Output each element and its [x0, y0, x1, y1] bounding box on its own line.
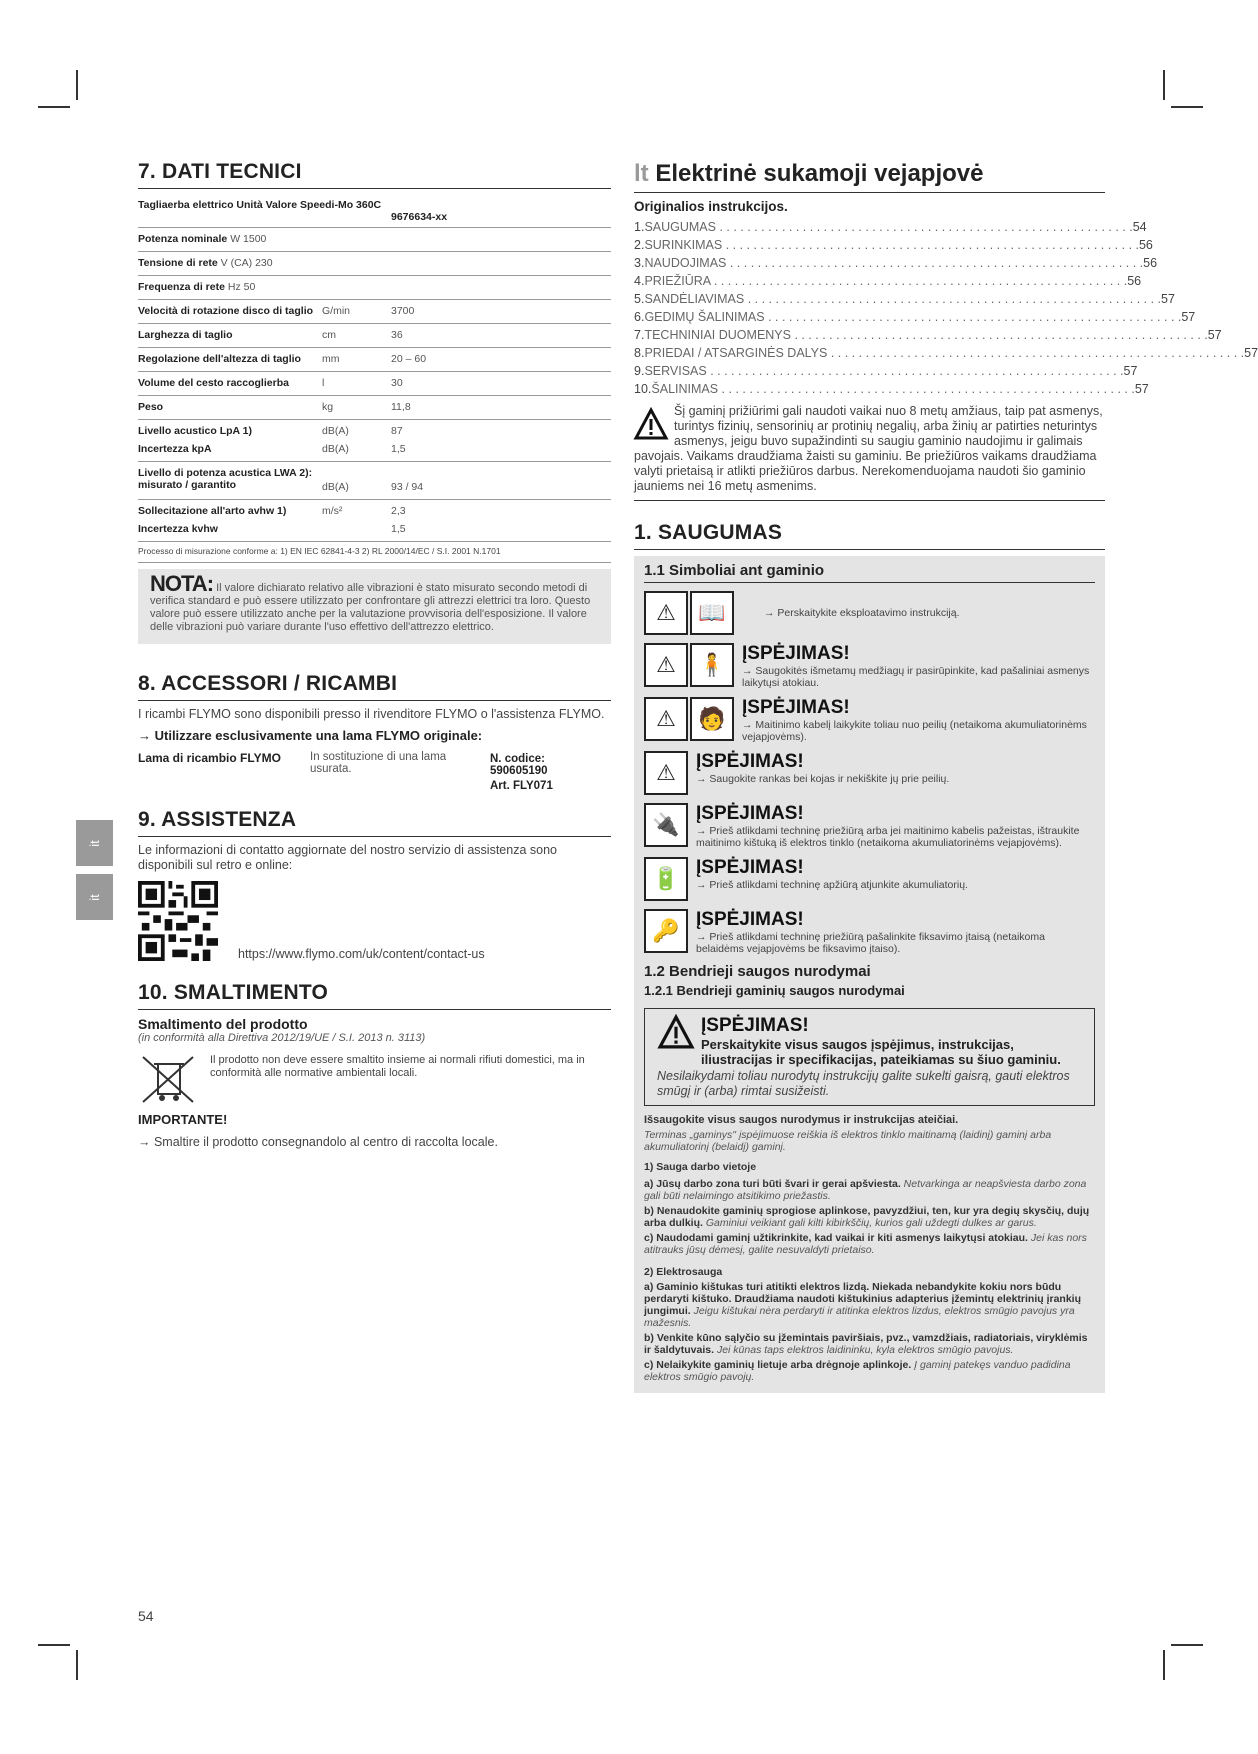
rule-bold: a) Jūsų darbo zona turi būti švari ir gerai apšviesta. [644, 1178, 901, 1190]
spec-label: Incertezza kvhw [138, 523, 218, 535]
spec-label: Sollecitazione all'arto avhw 1) [138, 505, 287, 517]
rule-bold: c) Naudodami gaminį užtikrinkite, kad vaikai ir kiti asmenys laikytųsi atokiau. [644, 1232, 1028, 1244]
spec-value: 36 [391, 329, 403, 341]
spec-label: misurato / garantito [138, 479, 237, 491]
warning-text: → Prieš atlikdami techninę priežiūrą arba jei maitinimo kabelis pažeistas, ištraukite maitinimo kištuką iš elektros tinklo (netaikoma akumuliatorinėms vejapjovėms). [696, 825, 1080, 849]
spec-label: Livello di potenza acustica LWA 2): [138, 467, 313, 479]
toc-number: 1. [634, 220, 645, 234]
spec-unit: mm [322, 353, 340, 365]
spec-unit: G/min [322, 305, 351, 317]
warning-icon: ⚠ [644, 591, 688, 635]
rule-bold: b) Nenaudokite gaminių sprogiose aplinkose, pavyzdžiui, ten, kur yra degių skysčių, dujų arba dulkių. [644, 1205, 1090, 1229]
part-name: Lama di ricambio FLYMO [138, 751, 281, 765]
spec-value: 2,3 [391, 505, 406, 517]
spec-unit: dB(A) [322, 443, 349, 455]
spec-unit: l [322, 377, 325, 389]
toc-number: 6. [634, 310, 645, 324]
part-code-number: 590605190 [490, 765, 548, 777]
spec-label: Larghezza di taglio [138, 329, 233, 341]
warning-text: → Saugokite rankas bei kojas ir nekiškite jų prie peilių. [696, 773, 950, 785]
warning-row [644, 803, 1095, 849]
spec-value: 11,8 [391, 401, 411, 413]
language-tab-label: it [87, 893, 102, 901]
spec-footnote: Processo di misurazione conforme a: 1) EN IEC 62841-4-3 2) RL 2000/14/EC / S.I. 2001 N.1701 [138, 542, 611, 563]
rule-item [644, 1359, 1095, 1383]
subsection-title: 1.2 Bendrieji saugos nurodymai [644, 963, 871, 980]
spec-row [138, 324, 611, 348]
crop-mark [1171, 1644, 1203, 1646]
warning-text: → Saugokitės išmetamų medžiagų ir pasirūpinkite, kad pašaliniai asmenys laikytųsi atokiau. [742, 665, 1090, 689]
toc-title: SANDĖLIAVIMAS . . . . . . . . . . . . . . . . . . . . . . . . . . . . . . . . . . . . . . . . . . . . . . . . . . . . . . . . . . . . [644, 292, 1161, 306]
toc-item[interactable] [634, 326, 1222, 344]
toc-title: TECHNINIAI DUOMENYS . . . . . . . . . . . . . . . . . . . . . . . . . . . . . . . . . . . . . . . . . . . . . . . . . . . . . . . . . . . . [644, 328, 1208, 342]
section-title: 1. SAUGUMAS [634, 521, 1105, 550]
spec-row [138, 500, 611, 542]
toc-item[interactable] [634, 290, 1175, 308]
toc-title: SURINKIMAS . . . . . . . . . . . . . . . . . . . . . . . . . . . . . . . . . . . . . . . . . . . . . . . . . . . . . . . . . . . . [644, 238, 1139, 252]
spec-value: 3700 [391, 305, 415, 317]
part-code-label: N. codice: [490, 753, 545, 765]
right-column [634, 160, 1258, 1393]
symbol-text: → Perskaitykite eksploatavimo instrukciją. [764, 607, 960, 619]
toc-number: 9. [634, 364, 645, 378]
warning-icon: ⚠ [644, 643, 688, 687]
note-box [138, 569, 611, 644]
toc-title: PRIEDAI / ATSARGINĖS DALYS . . . . . . . . . . . . . . . . . . . . . . . . . . . . . . . . . . . . . . . . . . . . . . . . . . . . . . . . . . . . [644, 346, 1245, 360]
language-tab [76, 874, 113, 920]
toc-title: NAUDOJIMAS . . . . . . . . . . . . . . . . . . . . . . . . . . . . . . . . . . . . . . . . . . . . . . . . . . . . . . . . . . . . [644, 256, 1144, 270]
bystander-icon: 🧍 [690, 643, 734, 687]
battery-icon: 🔋 [644, 857, 688, 901]
spec-value: 93 / 94 [391, 481, 424, 493]
rule-italic: Netvarkinga ar neapšviesta darbo zona gali būti nelaimingo atsitikimo priežastis. [644, 1178, 1087, 1202]
table-of-contents [634, 218, 1258, 398]
toc-item[interactable] [634, 218, 1147, 236]
keep-instructions: Išsaugokite visus saugos nurodymus ir instrukcijas ateičiai. [644, 1114, 959, 1126]
symbol-row [644, 591, 1095, 635]
crop-mark [1171, 106, 1203, 108]
page-title [634, 160, 1105, 193]
language-code: lt [634, 160, 649, 187]
note-label: NOTA: [150, 571, 214, 596]
spec-label: Volume del cesto raccoglierba [138, 377, 289, 389]
crop-mark [1163, 1650, 1165, 1680]
rule-item [644, 1205, 1095, 1229]
rule-italic: Jei kas nors atitrauks jūsų dėmesį, galite nesuvaldyti prietaiso. [644, 1232, 1087, 1256]
language-tab [76, 820, 113, 866]
directive-note: (in conformità alla Direttiva 2012/19/UE / S.I. 2013 n. 3113) [138, 1032, 426, 1044]
toc-number: 5. [634, 292, 645, 306]
warning-text: → Maitinimo kabelį laikykite toliau nuo peilių (netaikoma akumuliatorinėms vejapjovėms). [742, 719, 1087, 743]
spec-label: Incertezza kpA [138, 443, 212, 455]
warning-heading: ĮSPĖJIMAS! [742, 697, 850, 718]
warning-triangle-icon [634, 408, 668, 440]
toc-item[interactable] [634, 308, 1196, 326]
toc-item[interactable] [634, 254, 1158, 272]
warning-heading: ĮSPĖJIMAS! [742, 643, 850, 664]
instruction-line: → Utilizzare esclusivamente una lama FLYMO originale: [138, 728, 483, 743]
crop-mark [76, 70, 78, 100]
plug-icon: 🔌 [644, 803, 688, 847]
warning-row [644, 697, 1095, 743]
spec-value: 87 [391, 425, 403, 437]
section-title: 7. DATI TECNICI [138, 160, 611, 189]
spec-label: Potenza nominale W 1500 [138, 233, 267, 245]
rule-item [644, 1332, 1095, 1356]
key-icon: 🔑 [644, 909, 688, 953]
warning-icon: ⚠ [644, 697, 688, 741]
toc-page: 57 [1181, 310, 1196, 324]
toc-number: 10. [634, 382, 652, 396]
toc-number: 8. [634, 346, 645, 360]
spec-table [138, 228, 611, 420]
spec-row [138, 252, 611, 276]
section-title: 10. SMALTIMENTO [138, 981, 611, 1010]
part-code [490, 751, 553, 792]
spec-label: Velocità di rotazione disco di taglio [138, 305, 314, 317]
spec-row [138, 372, 611, 396]
crop-mark [76, 1650, 78, 1680]
spec-row [138, 396, 611, 420]
parts-row [138, 751, 611, 792]
page-number: 54 [138, 1608, 154, 1624]
section-title: 8. ACCESSORI / RICAMBI [138, 672, 611, 701]
warning-text: → Prieš atlikdami techninę priežiūrą pašalinkite fiksavimo įtaisą (netaikoma belaidėms vejapjovėms be fiksavimo įtaiso). [696, 931, 1045, 955]
blade-warning-icon: ⚠ [644, 751, 688, 795]
spec-unit: dB(A) [322, 481, 349, 493]
term-note: Terminas „gaminys" įspėjimuose reiškia iš elektros tinklo maitinamą (laidinį) gaminį arba akumuliatorinį (belaidį) gaminį. [644, 1129, 1052, 1153]
toc-page: 56 [1138, 238, 1153, 252]
crop-mark [38, 106, 70, 108]
warning-heading: ĮSPĖJIMAS! [696, 803, 804, 824]
spec-row [138, 228, 611, 252]
warning-heading: ĮSPĖJIMAS! [701, 1015, 809, 1036]
warning-row [644, 909, 1095, 955]
warning-row [644, 857, 1095, 901]
spec-label: Tensione di rete V (CA) 230 [138, 257, 273, 269]
toc-title: ŠALINIMAS . . . . . . . . . . . . . . . . . . . . . . . . . . . . . . . . . . . . . . . . . . . . . . . . . . . . . . . . . . . . [651, 382, 1135, 396]
warning-row [644, 751, 1095, 795]
spec-row [138, 300, 611, 324]
section-text: I ricambi FLYMO sono disponibili presso il rivenditore FLYMO o l'assistenza FLYMO. [138, 707, 605, 721]
toc-item[interactable] [634, 362, 1138, 380]
spec-label: Peso [138, 401, 164, 413]
warning-heading: ĮSPĖJIMAS! [696, 857, 804, 878]
child-warning-text: Šį gaminį prižiūrimi gali naudoti vaikai nuo 8 metų amžiaus, taip pat asmenys, turintys fizinių, sensorinių ar protinių negalių, arba žinių ar patirties neturintys asmenys, jeigu buvo supažindinti su saugiu gaminio naudojimu ir galimais pavojais. Vaikams draudžiama žaisti su gaminiu. Be priežiūros vaikams draudžiama valyti prietaisą ir atlikti priežiūros darbus. Nerekomenduojama naudoti šio gaminio jauniems nei 16 metų asmenims. [634, 404, 1103, 493]
subsection-title: Smaltimento del prodotto [138, 1016, 308, 1032]
rule-item [644, 1178, 1095, 1202]
spec-header-label: Tagliaerba elettrico Unità Valore Speedi-Mo 360C [138, 199, 382, 211]
toc-page: 57 [1207, 328, 1222, 342]
toc-page: 56 [1127, 274, 1142, 288]
spec-unit: cm [322, 329, 336, 341]
toc-title: GEDIMŲ ŠALINIMAS . . . . . . . . . . . . . . . . . . . . . . . . . . . . . . . . . . . . . . . . . . . . . . . . . . . . . . . . . . . . [644, 310, 1182, 324]
crop-mark [1163, 70, 1165, 100]
toc-item[interactable] [634, 344, 1258, 362]
toc-page: 57 [1123, 364, 1138, 378]
subsection-title: 1.1 Simboliai ant gaminio [644, 562, 1095, 583]
spec-row [138, 462, 611, 500]
spec-value: 20 – 60 [391, 353, 427, 365]
toc-item[interactable] [634, 380, 1149, 398]
warning-list [644, 643, 1095, 955]
title-text: Elektrinė sukamoji vejapjovė [655, 160, 984, 187]
part-article: Art. FLY071 [490, 780, 553, 792]
warning-triangle-icon [657, 1015, 695, 1049]
toc-page: 57 [1134, 382, 1149, 396]
toc-item[interactable] [634, 236, 1153, 254]
warning-row [644, 643, 1095, 689]
section-text: Le informazioni di contatto aggiornate del nostro servizio di assistenza sono disponibili sul retro e online: [138, 843, 557, 872]
rule-bold: b) Venkite kūno sąlyčio su įžemintais paviršiais, pvz., vamzdžiais, radiatoriais, viryklėmis ir šaldytuvais. [644, 1332, 1088, 1356]
toc-number: 4. [634, 274, 645, 288]
spec-value: 1,5 [391, 523, 406, 535]
spec-label: Frequenza di rete Hz 50 [138, 281, 256, 293]
toc-number: 3. [634, 256, 645, 270]
support-url[interactable]: https://www.flymo.com/uk/content/contact-us [238, 947, 485, 961]
spec-unit: m/s² [322, 505, 343, 517]
rule-item [644, 1232, 1095, 1256]
rule-heading: 2) Elektrosauga [644, 1266, 723, 1278]
spec-label: Livello acustico LpA 1) [138, 425, 252, 437]
rule-italic: Jeigu kištukai nėra perdaryti ir atitinka elektros lizdus, elektros smūgio pavojus yra mažesnis. [644, 1305, 1075, 1329]
toc-number: 2. [634, 238, 645, 252]
spec-row [138, 348, 611, 372]
spec-row [138, 420, 611, 462]
spec-unit: dB(A) [322, 425, 349, 437]
section-title: 9. ASSISTENZA [138, 808, 611, 837]
subsection-title: 1.2.1 Bendrieji gaminių saugos nurodymai [644, 983, 905, 998]
qr-code-icon[interactable] [138, 881, 218, 961]
rule-item [644, 1281, 1095, 1329]
crossed-bin-icon [138, 1054, 198, 1106]
cable-icon: 🧑 [690, 697, 734, 741]
toc-page: 57 [1244, 346, 1258, 360]
toc-page: 57 [1161, 292, 1175, 306]
general-warning-box [644, 1008, 1095, 1106]
rule-heading: 1) Sauga darbo vietoje [644, 1161, 757, 1173]
rule-italic: Gaminiui veikiant gali kilti kibirkščių, kurios gali uždegti dulkes ar garus. [705, 1217, 1037, 1229]
rule-bold: a) Gaminio kištukas turi atitikti elektros lizdą. Niekada nebandykite kokiu nors būdu perdaryti kištuko. Draudžiama naudoti kištukinius adapterius įžemintų elektrinių įrankių jungimui. [644, 1281, 1082, 1317]
rule-italic: Jei kūnas taps elektros laidininku, kyla elektros smūgio pavojus. [716, 1344, 1014, 1356]
rule-bold: c) Nelaikykite gaminių lietuje arba drėgnoje aplinkoje. [644, 1359, 912, 1371]
part-description: In sostituzione di una lama usurata. [310, 751, 447, 775]
subtitle: Originalios instrukcijos. [634, 199, 788, 214]
important-text: → Smaltire il prodotto consegnandolo al centro di raccolta locale. [138, 1135, 498, 1149]
left-column [138, 160, 611, 1150]
crop-mark [38, 1644, 70, 1646]
spec-value: 1,5 [391, 443, 406, 455]
toc-page: 56 [1143, 256, 1158, 270]
important-label: IMPORTANTE! [138, 1112, 228, 1127]
warning-heading: ĮSPĖJIMAS! [696, 751, 804, 772]
toc-title: SAUGUMAS . . . . . . . . . . . . . . . . . . . . . . . . . . . . . . . . . . . . . . . . . . . . . . . . . . . . . . . . . . . . [644, 220, 1133, 234]
toc-number: 7. [634, 328, 645, 342]
warning-heading: ĮSPĖJIMAS! [696, 909, 804, 930]
manual-icon: 📖 [690, 591, 734, 635]
warning-italic-text: Nesilaikydami toliau nurodytų instrukcijų galite sukelti gaisrą, gauti elektros smūgį ir (arba) rimtai susižeisti. [657, 1069, 1070, 1098]
disposal-text: Il prodotto non deve essere smaltito insieme ai normali rifiuti domestici, ma in conformità alle normative ambientali locali. [210, 1054, 585, 1079]
note-text: Il valore dichiarato relativo alle vibrazioni è stato misurato secondo metodi di verifica standard e può essere utilizzato per confrontare gli attrezzi elettrici tra loro. Questo valore può essere utilizzato anche per la valutazione provvisoria dell'esposizione. Il valore delle vibrazioni può variare durante l'uso effettivo dell'attrezzo elettrico. [150, 582, 591, 633]
warning-bold-text: Perskaitykite visus saugos įspėjimus, instrukcijas, iliustracijas ir specifikacijas, pateikiamas su šiuo gaminiu. [701, 1037, 1061, 1067]
toc-item[interactable] [634, 272, 1142, 290]
spec-value: 30 [391, 377, 403, 389]
toc-title: SERVISAS . . . . . . . . . . . . . . . . . . . . . . . . . . . . . . . . . . . . . . . . . . . . . . . . . . . . . . . . . . . . [644, 364, 1124, 378]
child-warning [634, 404, 1105, 494]
spec-row [138, 276, 611, 300]
spec-model: 9676634-xx [391, 211, 448, 223]
toc-title: PRIEŽIŪRA . . . . . . . . . . . . . . . . . . . . . . . . . . . . . . . . . . . . . . . . . . . . . . . . . . . . . . . . . . . . [644, 274, 1128, 288]
warning-text: → Prieš atlikdami techninę apžiūrą atjunkite akumuliatorių. [696, 879, 968, 891]
spec-unit: kg [322, 401, 334, 413]
language-tab-label: it [87, 839, 102, 847]
safety-panel [634, 556, 1105, 1393]
spec-label: Regolazione dell'altezza di taglio [138, 353, 301, 365]
spec-header [138, 195, 611, 228]
rule-italic: Į gaminį patekęs vanduo padidina elektros smūgio pavojų. [644, 1359, 1071, 1383]
toc-page: 54 [1132, 220, 1147, 234]
